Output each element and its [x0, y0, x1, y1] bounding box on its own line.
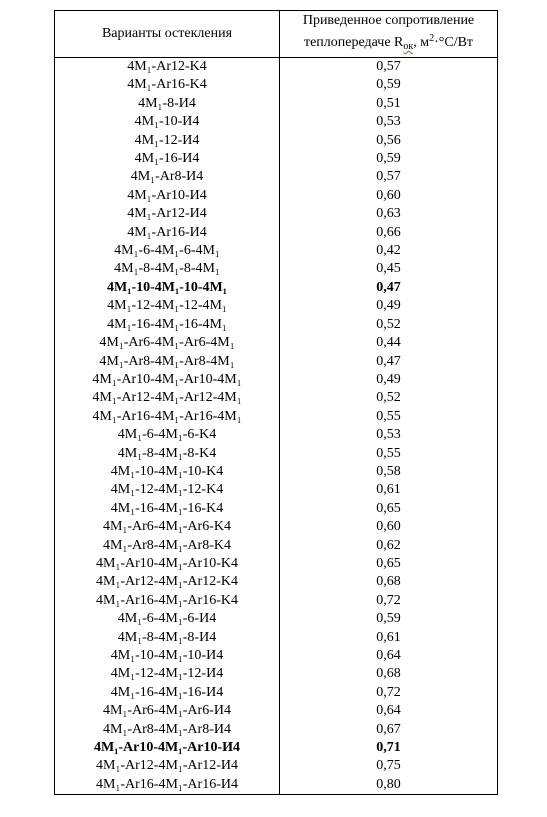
glazing-variant-cell: 4M₁-Ar16-4M₁-Ar16-K4: [55, 592, 280, 610]
resistance-value-cell: 0,72: [280, 592, 498, 610]
glazing-variant-cell: 4M₁-Ar16-4M₁-Ar16-4M₁: [55, 408, 280, 426]
table-row: [55, 279, 498, 297]
resistance-value-cell: 0,63: [280, 205, 498, 223]
glazing-variant-cell: 4M₁-Ar6-4M₁-Ar6-И4: [55, 702, 280, 720]
glazing-variant-cell: 4M₁-Ar6-4M₁-Ar6-K4: [55, 518, 280, 536]
resistance-value-cell: 0,52: [280, 389, 498, 407]
resistance-value-cell: 0,55: [280, 445, 498, 463]
glazing-variant-cell: 4M₁-Ar16-K4: [55, 76, 280, 94]
glazing-variant-cell: 4M₁-Ar10-4M₁-Ar10-И4: [55, 739, 280, 757]
glazing-variant-cell: 4M₁-16-4M₁-16-K4: [55, 500, 280, 518]
table-row: [55, 445, 498, 463]
table-row: [55, 150, 498, 168]
table-row: [55, 95, 498, 113]
resistance-value-cell: 0,59: [280, 76, 498, 94]
table-body: [55, 58, 498, 795]
table-row: [55, 665, 498, 683]
glazing-table-container: [54, 10, 497, 795]
resistance-value-cell: 0,62: [280, 537, 498, 555]
glazing-variant-cell: 4M₁-6-4M₁-6-И4: [55, 610, 280, 628]
resistance-value-cell: 0,64: [280, 702, 498, 720]
table-row: [55, 132, 498, 150]
header-resistance-superscript: 2: [429, 33, 435, 44]
header-resistance-subscript: ок: [403, 41, 414, 52]
table-row: [55, 463, 498, 481]
table-row: [55, 242, 498, 260]
glazing-variant-cell: 4M₁-Ar16-И4: [55, 224, 280, 242]
resistance-value-cell: 0,65: [280, 555, 498, 573]
glazing-variant-cell: 4M₁-16-4M₁-16-4M₁: [55, 316, 280, 334]
glazing-variant-cell: 4M₁-12-4M₁-12-K4: [55, 481, 280, 499]
resistance-value-cell: 0,80: [280, 776, 498, 795]
resistance-value-cell: 0,47: [280, 279, 498, 297]
resistance-value-cell: 0,64: [280, 647, 498, 665]
resistance-value-cell: 0,57: [280, 58, 498, 77]
table-row: [55, 426, 498, 444]
glazing-variant-cell: 4M₁-Ar12-K4: [55, 58, 280, 77]
table-row: [55, 187, 498, 205]
table-row: [55, 260, 498, 278]
glazing-variant-cell: 4M₁-16-4M₁-16-И4: [55, 684, 280, 702]
table-row: [55, 297, 498, 315]
glazing-variant-cell: 4M₁-Ar12-4M₁-Ar12-И4: [55, 757, 280, 775]
glazing-variant-cell: 4M₁-Ar12-4M₁-Ar12-K4: [55, 573, 280, 591]
resistance-value-cell: 0,52: [280, 316, 498, 334]
table-row: [55, 647, 498, 665]
resistance-value-cell: 0,47: [280, 353, 498, 371]
table-row: [55, 776, 498, 795]
resistance-value-cell: 0,72: [280, 684, 498, 702]
table-row: [55, 168, 498, 186]
glazing-resistance-table: [54, 10, 498, 795]
glazing-variant-cell: 4M₁-6-4M₁-6-K4: [55, 426, 280, 444]
glazing-variant-cell: 4M₁-10-4M₁-10-4M₁: [55, 279, 280, 297]
resistance-value-cell: 0,42: [280, 242, 498, 260]
glazing-variant-cell: 4M₁-10-4M₁-10-И4: [55, 647, 280, 665]
glazing-variant-cell: 4M₁-10-4M₁-10-K4: [55, 463, 280, 481]
table-row: [55, 684, 498, 702]
table-row: [55, 757, 498, 775]
resistance-value-cell: 0,59: [280, 610, 498, 628]
table-row: [55, 371, 498, 389]
resistance-value-cell: 0,60: [280, 518, 498, 536]
table-row: [55, 205, 498, 223]
resistance-value-cell: 0,68: [280, 573, 498, 591]
resistance-value-cell: 0,57: [280, 168, 498, 186]
glazing-variant-cell: 4M₁-Ar8-И4: [55, 168, 280, 186]
header-thermal-resistance: [280, 11, 498, 58]
table-row: [55, 353, 498, 371]
glazing-variant-cell: 4M₁-Ar8-4M₁-Ar8-4M₁: [55, 353, 280, 371]
glazing-variant-cell: 4M₁-Ar10-4M₁-Ar10-K4: [55, 555, 280, 573]
table-row: [55, 408, 498, 426]
table-row: [55, 518, 498, 536]
resistance-value-cell: 0,59: [280, 150, 498, 168]
resistance-value-cell: 0,66: [280, 224, 498, 242]
resistance-value-cell: 0,55: [280, 408, 498, 426]
table-row: [55, 573, 498, 591]
glazing-variant-cell: 4M₁-8-4M₁-8-K4: [55, 445, 280, 463]
glazing-variant-cell: 4M₁-10-И4: [55, 113, 280, 131]
resistance-value-cell: 0,61: [280, 629, 498, 647]
glazing-variant-cell: 4M₁-16-И4: [55, 150, 280, 168]
resistance-value-cell: 0,58: [280, 463, 498, 481]
table-row: [55, 500, 498, 518]
resistance-value-cell: 0,56: [280, 132, 498, 150]
resistance-value-cell: 0,65: [280, 500, 498, 518]
table-row: [55, 224, 498, 242]
resistance-value-cell: 0,71: [280, 739, 498, 757]
table-row: [55, 334, 498, 352]
glazing-variant-cell: 4M₁-12-4M₁-12-4M₁: [55, 297, 280, 315]
resistance-value-cell: 0,61: [280, 481, 498, 499]
table-row: [55, 592, 498, 610]
table-row: [55, 629, 498, 647]
header-resistance-line2-prefix: теплопередаче R: [303, 35, 404, 50]
resistance-value-cell: 0,49: [280, 297, 498, 315]
resistance-value-cell: 0,44: [280, 334, 498, 352]
table-row: [55, 721, 498, 739]
header-resistance-line1: Приведенное сопротивление: [302, 13, 475, 28]
glazing-variant-cell: 4M₁-Ar12-4M₁-Ar12-4M₁: [55, 389, 280, 407]
table-row: [55, 537, 498, 555]
resistance-value-cell: 0,75: [280, 757, 498, 775]
table-row: [55, 76, 498, 94]
glazing-variant-cell: 4M₁-Ar10-4M₁-Ar10-4M₁: [55, 371, 280, 389]
header-resistance-unit-end: ·°С/Вт: [434, 35, 474, 50]
resistance-value-cell: 0,45: [280, 260, 498, 278]
table-row: [55, 739, 498, 757]
resistance-value-cell: 0,68: [280, 665, 498, 683]
resistance-value-cell: 0,51: [280, 95, 498, 113]
table-row: [55, 481, 498, 499]
glazing-variant-cell: 4M₁-8-И4: [55, 95, 280, 113]
table-row: [55, 610, 498, 628]
glazing-variant-cell: 4M₁-8-4M₁-8-4M₁: [55, 260, 280, 278]
resistance-value-cell: 0,49: [280, 371, 498, 389]
table-row: [55, 389, 498, 407]
glazing-variant-cell: 4M₁-Ar10-И4: [55, 187, 280, 205]
glazing-variant-cell: 4M₁-Ar12-И4: [55, 205, 280, 223]
resistance-value-cell: 0,53: [280, 426, 498, 444]
glazing-variant-cell: 4M₁-Ar8-4M₁-Ar8-И4: [55, 721, 280, 739]
table-row: [55, 555, 498, 573]
glazing-variant-cell: 4M₁-Ar6-4M₁-Ar6-4M₁: [55, 334, 280, 352]
resistance-value-cell: 0,53: [280, 113, 498, 131]
table-row: [55, 702, 498, 720]
glazing-variant-cell: 4M₁-12-4M₁-12-И4: [55, 665, 280, 683]
glazing-variant-cell: 4M₁-Ar16-4M₁-Ar16-И4: [55, 776, 280, 795]
header-resistance-after-sub: , м: [413, 35, 430, 50]
glazing-variant-cell: 4M₁-Ar8-4M₁-Ar8-K4: [55, 537, 280, 555]
table-row: [55, 316, 498, 334]
glazing-variant-cell: 4M₁-6-4M₁-6-4M₁: [55, 242, 280, 260]
resistance-value-cell: 0,60: [280, 187, 498, 205]
glazing-variant-cell: 4M₁-12-И4: [55, 132, 280, 150]
header-glazing-variants: Варианты остекления: [55, 11, 280, 58]
table-row: [55, 113, 498, 131]
glazing-variant-cell: 4M₁-8-4M₁-8-И4: [55, 629, 280, 647]
table-header: [55, 11, 498, 58]
header-row: [55, 11, 498, 58]
table-row: [55, 58, 498, 77]
resistance-value-cell: 0,67: [280, 721, 498, 739]
